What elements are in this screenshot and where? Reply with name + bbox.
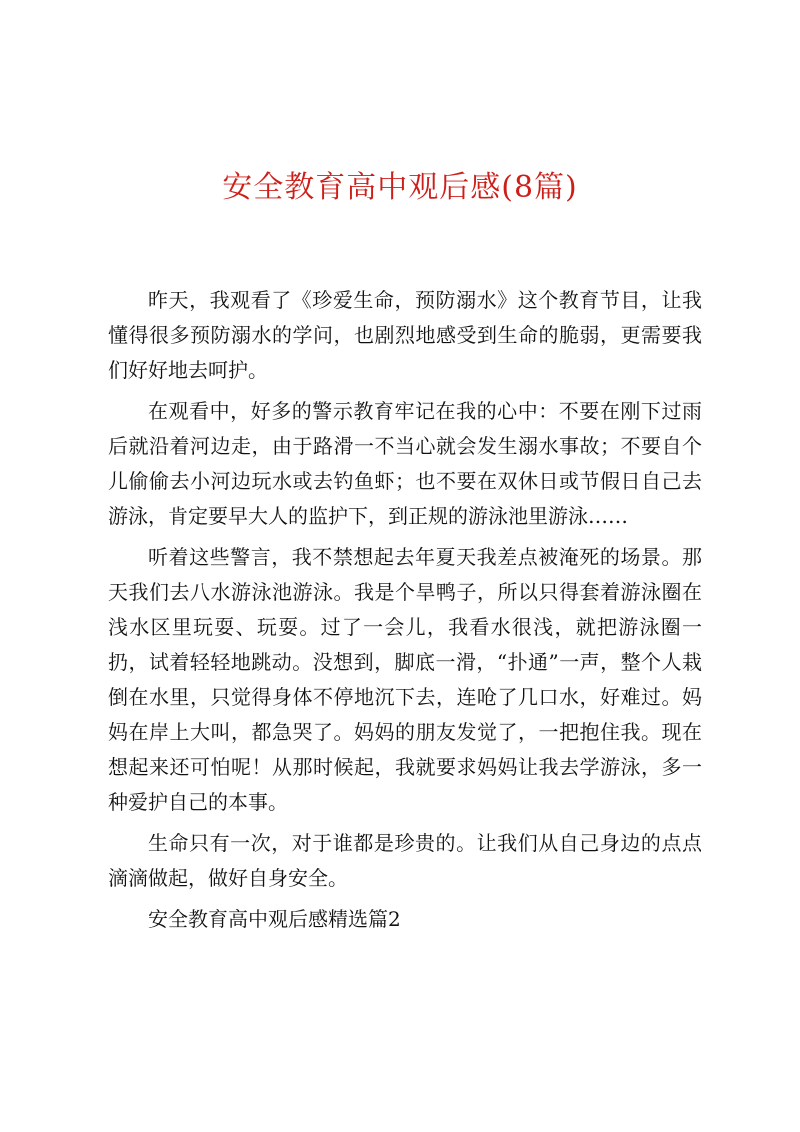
paragraph-4: 生命只有一次，对于谁都是珍贵的。让我们从自己身边的点点滴滴做起，做好自身安全。 [108, 831, 702, 890]
document-body [108, 283, 702, 937]
paragraph-1: 昨天，我观看了《珍爱生命，预防溺水》这个教育节目，让我懂得很多预防溺水的学问，也剧烈地感受到生命的脆弱，更需要我们好好地去呵护。 [108, 288, 702, 382]
paragraph-3: 听着这些警言，我不禁想起去年夏天我差点被淹死的场景。那天我们去八水游泳池游泳。我是个旱鸭子，所以只得套着游泳圈在浅水区里玩耍、玩耍。过了一会儿，我看水很浅，就把游泳圈一扔，试着轻轻地跳动。没想到，脚底一滑，“扑通”一声，整个人栽倒在水里，只觉得身体不停地沉下去，连呛了几口水，好难过。妈妈在岸上大叫，都急哭了。妈妈的朋友发觉了，一把抱住我。现在想起来还可怕呢！从那时候起，我就要求妈妈让我去学游泳，多一种爱护自己的本事。 [108, 545, 702, 814]
section-heading: 安全教育高中观后感精选篇2 [148, 907, 401, 931]
document-title: 安全教育高中观后感(8篇) [222, 170, 578, 205]
paragraph-2: 在观看中，好多的警示教育牢记在我的心中：不要在刚下过雨后就沿着河边走，由于路滑一不当心就会发生溺水事故；不要自个儿偷偷去小河边玩水或去钓鱼虾；也不要在双休日或节假日自己去游泳，肯定要早大人的监护下，到正规的游泳池里游泳…… [108, 399, 702, 528]
